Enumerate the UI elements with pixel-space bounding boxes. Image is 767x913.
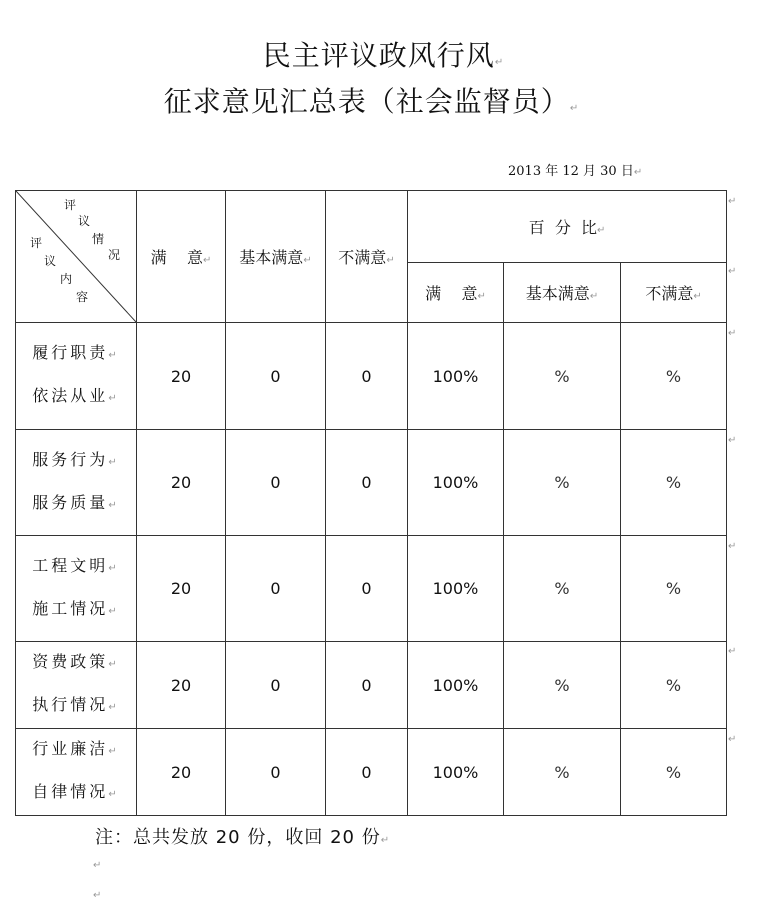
header-basic-satisfied-text: 基本满意: [239, 248, 304, 267]
header-pct-basic-satisfied: [504, 263, 621, 323]
paragraph-mark-icon: ↵: [202, 255, 212, 266]
cell-unsatisfied: [326, 729, 408, 816]
row-label-line2: 服务质量: [32, 492, 109, 512]
paragraph-mark-icon: ↵: [589, 291, 599, 302]
header-basic-satisfied: [226, 191, 326, 323]
cell-pct-basic: [504, 430, 621, 536]
header-pct-unsatisfied: [621, 263, 727, 323]
cell-satisfied: [137, 536, 226, 642]
paragraph-mark-icon: ↵: [693, 291, 702, 302]
cell-basic: [226, 430, 326, 536]
header-percentage: [408, 191, 727, 263]
paragraph-mark-icon: ↵: [728, 266, 737, 277]
paragraph-mark-icon: ↵: [108, 702, 120, 713]
corner-bottom-char: 容: [76, 290, 89, 304]
table-row: [16, 642, 727, 729]
paragraph-mark-icon: ↵: [108, 605, 120, 617]
title-line1-text: 民主评议政风行风: [262, 39, 495, 72]
header-unsatisfied-text: 不满意: [338, 248, 387, 267]
cell-satisfied-value: 20: [170, 473, 192, 492]
row-label-line1: 工程文明: [32, 555, 109, 575]
corner-top-char: 况: [108, 248, 121, 262]
cell-pct-unsatisfied: [621, 642, 727, 729]
row-label-line2: 依法从业: [32, 386, 109, 405]
cell-basic-value: 0: [270, 366, 281, 386]
paragraph-mark-icon: ↵: [728, 646, 737, 657]
cell-pct-unsatisfied-value: %: [665, 762, 682, 782]
paragraph-mark-icon: ↵: [477, 291, 486, 302]
cell-unsatisfied-value: 0: [361, 366, 372, 386]
cell-pct-basic-value: %: [554, 473, 570, 492]
cell-pct-satisfied: [408, 536, 504, 642]
cell-pct-basic: [504, 729, 621, 816]
cell-pct-basic: [504, 323, 621, 430]
cell-pct-basic-value: %: [554, 762, 570, 782]
cell-pct-unsatisfied-value: %: [665, 675, 682, 695]
cell-satisfied-value: 20: [170, 579, 192, 598]
cell-pct-basic-value: %: [554, 579, 570, 598]
cell-pct-unsatisfied: [621, 430, 727, 536]
paragraph-mark-icon: ↵: [108, 499, 120, 511]
header-row-1: [16, 191, 727, 263]
row-label: [16, 536, 137, 642]
row-label-line1: 履行职责: [32, 343, 109, 362]
paragraph-mark-icon: ↵: [728, 196, 737, 207]
corner-top-char: 议: [78, 214, 91, 228]
paragraph-mark-icon: ↵: [633, 167, 643, 178]
paragraph-mark-icon: ↵: [494, 57, 505, 68]
paragraph-mark-icon: ↵: [728, 541, 737, 552]
paragraph-mark-icon: ↵: [108, 350, 120, 361]
cell-unsatisfied-value: 0: [361, 675, 372, 695]
cell-basic: [226, 536, 326, 642]
paragraph-mark-icon: ↵: [597, 225, 606, 236]
row-label-line2: 施工情况: [32, 598, 109, 618]
cell-pct-basic-value: %: [554, 366, 570, 386]
table-row: [16, 323, 727, 430]
cell-basic-value: 0: [270, 675, 281, 695]
cell-pct-basic: [504, 536, 621, 642]
table-row: [16, 430, 727, 536]
cell-unsatisfied-value: 0: [361, 579, 372, 598]
cell-unsatisfied: [326, 430, 408, 536]
header-unsatisfied: [326, 191, 408, 323]
corner-bottom-char: 评: [30, 236, 43, 250]
cell-satisfied-value: 20: [170, 762, 192, 782]
summary-table: [15, 190, 727, 816]
cell-pct-satisfied: [408, 642, 504, 729]
paragraph-mark-icon: ↵: [108, 456, 120, 468]
cell-pct-unsatisfied-value: %: [665, 473, 682, 492]
cell-pct-satisfied: [408, 729, 504, 816]
cell-pct-unsatisfied-value: %: [665, 366, 682, 386]
cell-pct-satisfied-value: 100%: [432, 675, 479, 695]
cell-basic-value: 0: [270, 579, 281, 598]
paragraph-mark-icon: ↵: [728, 734, 737, 745]
cell-pct-satisfied-value: 100%: [432, 579, 479, 598]
row-label: [16, 729, 137, 816]
document-date: [508, 160, 642, 179]
header-pct-satisfied-text: 满 意: [425, 284, 478, 303]
row-label: [16, 430, 137, 536]
cell-pct-unsatisfied: [621, 729, 727, 816]
paragraph-mark-icon: ↵: [108, 746, 120, 757]
cell-pct-satisfied-value: 100%: [432, 366, 479, 386]
cell-pct-satisfied: [408, 430, 504, 536]
paragraph-mark-icon: ↵: [108, 789, 120, 800]
cell-unsatisfied-value: 0: [361, 762, 372, 782]
paragraph-mark-icon: ↵: [728, 328, 737, 339]
cell-unsatisfied: [326, 536, 408, 642]
header-satisfied: [137, 191, 226, 323]
corner-top-char: 评: [64, 198, 77, 212]
cell-basic-value: 0: [270, 762, 281, 782]
cell-pct-satisfied-value: 100%: [432, 473, 479, 492]
title-line2-text: 征求意见汇总表（社会监督员）: [163, 85, 570, 118]
header-pct-satisfied: [408, 263, 504, 323]
cell-basic-value: 0: [270, 473, 281, 492]
document-title-line1: [0, 34, 767, 74]
cell-basic: [226, 323, 326, 430]
header-percentage-text: 百 分 比: [528, 218, 597, 237]
cell-basic: [226, 642, 326, 729]
row-label-line1: 行业廉洁: [32, 739, 109, 758]
paragraph-mark-icon: ↵: [728, 435, 737, 446]
paragraph-mark-icon: ↵: [93, 860, 102, 871]
corner-top-char: 情: [92, 232, 105, 246]
row-label-line1: 服务行为: [32, 449, 109, 469]
row-label-line1: 资费政策: [32, 652, 109, 671]
cell-satisfied: [137, 642, 226, 729]
row-label: [16, 323, 137, 430]
paragraph-mark-icon: ↵: [569, 103, 580, 114]
table-row: [16, 536, 727, 642]
cell-pct-satisfied: [408, 323, 504, 430]
date-text: 2013 年 12 月 30 日: [508, 164, 634, 179]
cell-pct-unsatisfied-value: %: [665, 579, 682, 598]
cell-unsatisfied: [326, 642, 408, 729]
cell-satisfied: [137, 323, 226, 430]
cell-satisfied-value: 20: [170, 675, 192, 695]
cell-pct-basic: [504, 642, 621, 729]
paragraph-mark-icon: ↵: [108, 393, 120, 404]
paragraph-mark-icon: ↵: [380, 835, 391, 846]
paragraph-mark-icon: ↵: [386, 255, 395, 266]
header-pct-unsatisfied-text: 不满意: [645, 284, 694, 303]
diagonal-header-cell: [16, 191, 137, 323]
row-label-line2: 执行情况: [32, 695, 109, 714]
row-label: [16, 642, 137, 729]
cell-pct-basic-value: %: [554, 675, 570, 695]
cell-satisfied: [137, 729, 226, 816]
cell-satisfied-value: 20: [170, 366, 192, 386]
paragraph-mark-icon: ↵: [108, 659, 120, 670]
footnote-text: 注：总共发放 20 份，收回 20 份: [95, 827, 381, 848]
paragraph-mark-icon: ↵: [108, 562, 120, 574]
corner-bottom-char: 内: [60, 272, 73, 286]
table-row: [16, 729, 727, 816]
cell-unsatisfied: [326, 323, 408, 430]
corner-bottom-char: 议: [44, 254, 57, 268]
cell-unsatisfied-value: 0: [361, 473, 372, 492]
cell-pct-satisfied-value: 100%: [432, 762, 479, 782]
cell-pct-unsatisfied: [621, 536, 727, 642]
cell-pct-unsatisfied: [621, 323, 727, 430]
cell-satisfied: [137, 430, 226, 536]
footnote: [95, 823, 390, 849]
paragraph-mark-icon: ↵: [303, 255, 312, 266]
document-title-line2: [0, 80, 755, 120]
header-satisfied-text: 满 意: [150, 248, 203, 267]
row-label-line2: 自律情况: [32, 782, 109, 801]
cell-basic: [226, 729, 326, 816]
paragraph-mark-icon: ↵: [93, 890, 102, 901]
header-pct-basic-satisfied-text: 基本满意: [525, 284, 590, 303]
